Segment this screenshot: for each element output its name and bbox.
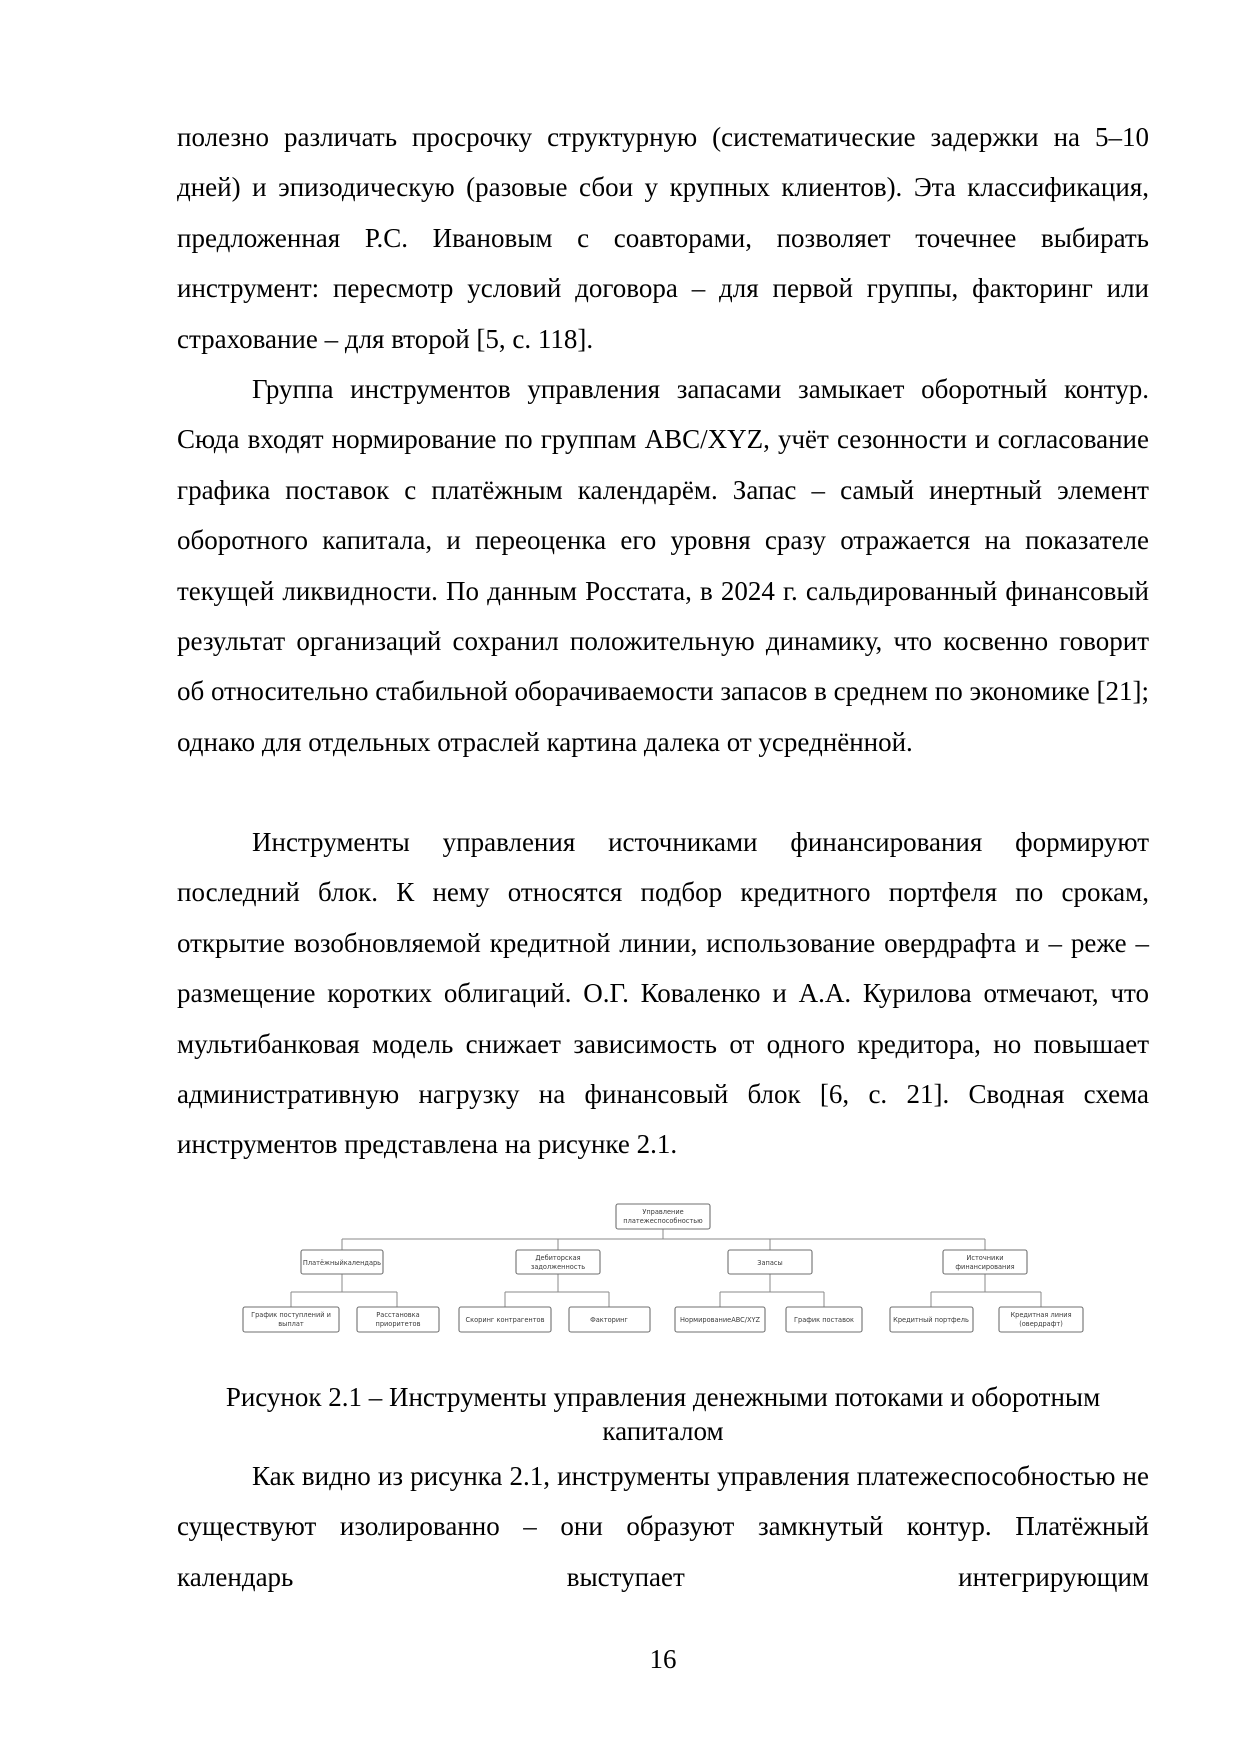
node-receivables-line-2: задолженность — [530, 1263, 586, 1271]
node-abc-xyz-norming — [675, 1307, 765, 1332]
node-cashflow-schedule-line-1: График поступлений и — [251, 1311, 331, 1319]
node-counterparty-scoring — [459, 1307, 551, 1332]
node-financing-sources — [943, 1250, 1027, 1274]
node-financing-sources-line-2: финансирования — [955, 1263, 1015, 1271]
node-root-line-2: платежеспособностью — [623, 1217, 703, 1225]
node-credit-portfolio — [890, 1307, 973, 1332]
node-payment-calendar-label: Платёжныйкалендарь — [302, 1259, 382, 1267]
node-credit-line-line-1: Кредитная линия — [1010, 1311, 1072, 1319]
node-root-line-1: Управление — [642, 1208, 684, 1216]
node-abc-xyz-norming-label: НормированиеABC/XYZ — [679, 1316, 761, 1324]
paragraph-3: Инструменты управления источниками финансирования формируют последний блок. К нему относятся подбор кредитного портфеля по срокам, открытие возобновляемой кредитной линии, использование овердрафта и – реже – размещение коротких облигаций. О.Г. Коваленко и А.А. Курилова отмечают, что мультибанковая модель снижает зависимость от одного кредитора, но повышает административную нагрузку на финансовый блок [6, с. 21]. Сводная схема инструментов представлена на рисунке 2.1. — [177, 827, 1149, 1160]
node-cashflow-schedule-line-2: выплат — [278, 1320, 304, 1328]
node-credit-line — [999, 1307, 1083, 1332]
node-factoring-label: Факторинг — [590, 1316, 628, 1324]
node-receivables-line-1: Дебиторская — [535, 1254, 581, 1262]
node-financing-sources-line-1: Источники — [966, 1254, 1004, 1262]
figure-caption: Рисунок 2.1 – Инструменты управления денежными потоками и оборотным капиталом — [225, 1382, 1101, 1446]
paragraph-2: Группа инструментов управления запасами замыкает оборотный контур. Сюда входят нормирование по группам ABC/XYZ, учёт сезонности и согласование графика поставок с платёжным календарём. Запас – самый инертный элемент оборотного капитала, и переоценка его уровня сразу отражается на показателе текущей ликвидности. По данным Росстата, в 2024 г. сальдированный финансовый результат организаций сохранил положительную динамику, что косвенно говорит об относительно стабильной оборачиваемости запасов в среднем по экономике [21]; однако для отдельных отраслей картина далека от усреднённой. — [177, 374, 1149, 757]
page-number: 16 — [649, 1644, 677, 1674]
diagram-edges — [291, 1229, 1041, 1307]
node-factoring — [569, 1307, 650, 1332]
tree-diagram — [238, 1201, 1088, 1343]
node-prioritization-line-1: Расстановка — [376, 1311, 420, 1319]
figure-diagram — [238, 1201, 1088, 1343]
paragraph-4: Как видно из рисунка 2.1, инструменты управления платежеспособностью не существуют изолированно – они образуют замкнутый контур. Платёжный календарь выступает интегрирующим — [177, 1461, 1149, 1592]
node-prioritization — [357, 1307, 439, 1332]
node-credit-portfolio-label: Кредитный портфель — [893, 1316, 969, 1324]
node-cashflow-schedule — [243, 1307, 339, 1332]
node-receivables — [516, 1250, 600, 1274]
node-delivery-schedule-label: График поставок — [793, 1316, 855, 1324]
node-inventory — [728, 1250, 812, 1274]
node-payment-calendar — [301, 1250, 383, 1274]
node-inventory-label: Запасы — [757, 1259, 783, 1267]
node-credit-line-line-2: (овердрафт) — [1019, 1320, 1063, 1328]
paragraph-1: полезно различать просрочку структурную (систематические задержки на 5–10 дней) и эпизодическую (разовые сбои у крупных клиентов). Эта классификация, предложенная Р.С. Ивановым с соавторами, позволяет точечнее выбирать инструмент: пересмотр условий договора – для первой группы, факторинг или страхование – для второй [5, с. 118]. — [177, 122, 1149, 354]
node-delivery-schedule — [786, 1307, 862, 1332]
node-counterparty-scoring-label: Скоринг контрагентов — [465, 1316, 545, 1324]
node-root — [616, 1204, 710, 1229]
node-prioritization-line-2: приоритетов — [375, 1320, 421, 1328]
